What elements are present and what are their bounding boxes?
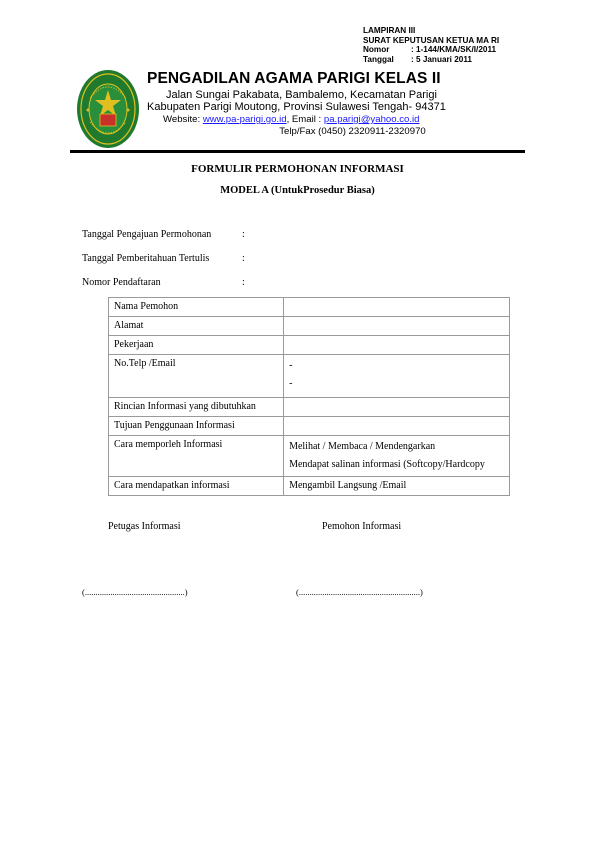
row-label: Cara mendapatkan informasi <box>109 477 284 496</box>
table-row <box>109 436 510 477</box>
row-value[interactable] <box>284 317 510 336</box>
table-row <box>109 417 510 436</box>
signature-line-pemohon: (.........................................................) <box>296 587 423 597</box>
pemohon-label: Pemohon Informasi <box>322 521 402 532</box>
table-row <box>109 477 510 496</box>
telp-fax: Telp/Fax (0450) 2320911-2320970 <box>279 126 426 137</box>
email-link[interactable]: pa.parigi@yahoo.co.id <box>323 114 420 125</box>
address-line-1: Jalan Sungai Pakabata, Bambalemo, Kecamatan Parigi <box>166 89 437 101</box>
header-divider <box>70 150 525 153</box>
address-line-2: Kabupaten Parigi Moutong, Provinsi Sulawesi Tengah- 94371 <box>147 101 446 113</box>
field-nomor-pendaftaran: Nomor Pendaftaran : <box>82 277 245 288</box>
table-row <box>109 398 510 417</box>
lampiran-tanggal: Tanggal : 5 Januari 2011 <box>363 54 472 64</box>
institution-name: PENGADILAN AGAMA PARIGI KELAS II <box>147 70 441 87</box>
form-subtitle: MODEL A (UntukProsedur Biasa) <box>220 185 375 196</box>
form-title: FORMULIR PERMOHONAN INFORMASI <box>191 163 404 175</box>
row-label: Rincian Informasi yang dibutuhkan <box>109 398 284 417</box>
row-value[interactable] <box>284 398 510 417</box>
row-value[interactable] <box>284 417 510 436</box>
row-label: Nama Pemohon <box>109 298 284 317</box>
field-tanggal-pemberitahuan: Tanggal Pemberitahuan Tertulis : <box>82 253 245 264</box>
lampiran-nomor: Nomor : 1-144/KMA/SK/I/2011 <box>363 45 497 55</box>
signature-line-petugas: (...............................................) <box>82 587 188 597</box>
field-tanggal-pengajuan: Tanggal Pengajuan Permohonan : <box>82 229 245 240</box>
contact-web-line: Website: www.pa-parigi.go.id, Email : pa.parigi@yahoo.co.id <box>163 114 420 125</box>
table-row <box>109 336 510 355</box>
lampiran-sk: SURAT KEPUTUSAN KETUA MA RI <box>363 35 500 45</box>
row-value[interactable]: Mengambil Langsung /Email <box>284 477 510 496</box>
row-label: Cara memporleh Informasi <box>109 436 284 477</box>
table-row <box>109 355 510 398</box>
table-row <box>109 317 510 336</box>
applicant-table <box>108 297 510 496</box>
row-value[interactable]: Melihat / Membaca / Mendengarkan Mendapat salinan informasi (Softcopy/Hardcopy <box>284 436 510 477</box>
petugas-label: Petugas Informasi <box>108 521 181 532</box>
row-value[interactable] <box>284 298 510 317</box>
lampiran-block <box>363 26 499 64</box>
row-label: Alamat <box>109 317 284 336</box>
row-value[interactable] <box>284 336 510 355</box>
court-logo-icon <box>76 68 140 150</box>
row-label: No.Telp /Email <box>109 355 284 398</box>
row-label: Pekerjaan <box>109 336 284 355</box>
row-label: Tujuan Penggunaan Informasi <box>109 417 284 436</box>
lampiran-title: LAMPIRAN III <box>363 26 416 35</box>
table-row <box>109 298 510 317</box>
row-value[interactable]: - - <box>284 355 510 398</box>
website-link[interactable]: www.pa-parigi.go.id <box>202 114 287 125</box>
